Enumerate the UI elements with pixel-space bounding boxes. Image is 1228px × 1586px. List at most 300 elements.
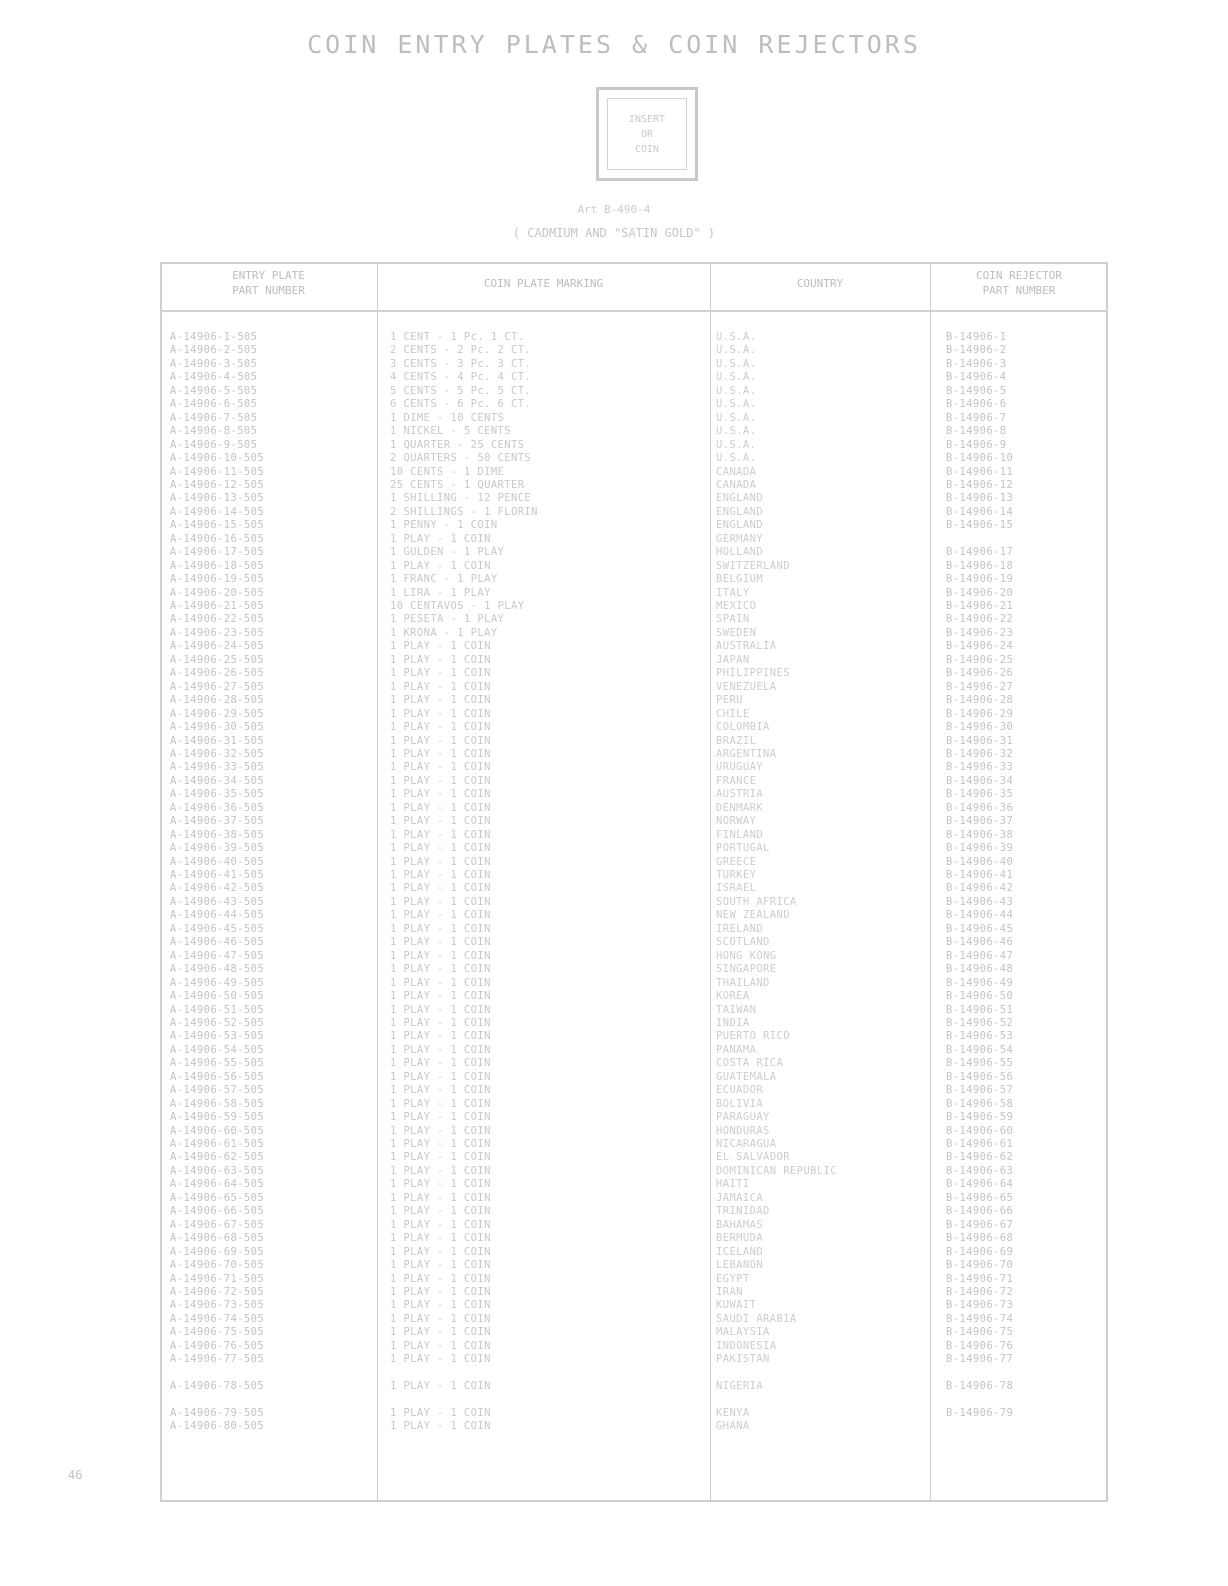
country: INDONESIA [716,1339,777,1352]
entry-plate-part-number: A-14906-63-505 [170,1164,265,1177]
entry-plate-part-number: A-14906-46-505 [170,936,265,949]
coin-rejector-part-number: B-14906-26 [946,667,1014,680]
coin-plate-marking: 1 PLAY - 1 COIN [390,653,491,666]
coin-plate-marking: 1 PENNY - 1 COIN [390,519,498,532]
table-row [0,1083,1228,1097]
country: HOLLAND [716,546,764,559]
coin-rejector-part-number: B-14906-2 [946,344,1007,357]
coin-plate-marking: 1 PLAY - 1 COIN [390,855,491,868]
coin-plate-marking: 2 SHILLINGS - 1 FLORIN [390,505,538,518]
country: TRINIDAD [716,1205,770,1218]
coin-rejector-part-number: B-14906-57 [946,1084,1014,1097]
plate-part-number: Art B-490-4 [577,203,651,216]
coin-rejector-part-number: B-14906-36 [946,801,1014,814]
table-row [0,895,1228,909]
entry-plate-part-number: A-14906-28-505 [170,694,265,707]
coin-plate-marking: 1 PLAY - 1 COIN [390,949,491,962]
country: MEXICO [716,600,757,612]
entry-plate-part-number: A-14906-20-505 [170,586,265,599]
entry-plate-part-number: A-14906-53-505 [170,1030,265,1043]
country: GERMANY [716,532,764,545]
finish-note: ( CADMIUM AND "SATIN GOLD" ) [512,226,716,240]
coin-rejector-part-number: B-14906-25 [946,653,1014,666]
coin-rejector-part-number: B-14906-48 [946,963,1014,976]
coin-rejector-part-number: B-14906-54 [946,1043,1014,1056]
entry-plate-part-number: A-14906-5-505 [170,384,258,397]
entry-plate-part-number: A-14906-35-505 [170,788,265,801]
entry-plate-part-number: A-14906-61-505 [170,1138,265,1150]
header-country [710,276,930,291]
entry-plate-part-number: A-14906-64-505 [170,1178,265,1191]
table-row [0,1137,1228,1151]
entry-plate-part-number: A-14906-3-505 [170,357,258,370]
country: SPAIN [716,613,750,626]
entry-plate-part-number: A-14906-42-505 [170,882,265,895]
entry-plate-part-number: A-14906-27-505 [170,680,265,693]
entry-plate-part-number: A-14906-19-505 [170,573,265,586]
entry-plate-part-number: A-14906-71-505 [170,1272,265,1285]
coin-plate-marking: 1 GULDEN - 1 PLAY [390,546,505,559]
country: U.S.A. [716,438,757,451]
coin-plate-marking: 1 PLAY - 1 COIN [390,963,491,976]
entry-plate-part-number: A-14906-56-505 [170,1070,265,1083]
coin-rejector-part-number: B-14906-74 [946,1312,1014,1325]
entry-plate-part-number: A-14906-77-505 [170,1353,265,1366]
table-row [0,1393,1228,1407]
table-row [0,1366,1228,1380]
table-row [0,922,1228,936]
country: COLOMBIA [716,721,770,734]
entry-plate-part-number: A-14906-21-505 [170,600,265,612]
entry-plate-part-number: A-14906-72-505 [170,1285,265,1298]
coin-rejector-part-number: B-14906-9 [946,438,1007,451]
coin-plate-marking: 1 QUARTER - 25 CENTS [390,438,525,451]
country: HONG KONG [716,949,777,962]
page-title: COIN ENTRY PLATES & COIN REJECTORS [307,30,921,59]
country: U.S.A. [716,344,757,357]
coin-rejector-part-number: B-14906-17 [946,546,1014,559]
coin-plate-marking: 1 PLAY - 1 COIN [390,842,491,855]
header-coin-plate-marking [377,276,710,291]
coin-plate-marking: 1 PLAY - 1 COIN [390,936,491,949]
country: COSTA RICA [716,1057,784,1070]
coin-plate-marking: 1 PLAY - 1 COIN [390,1245,491,1258]
coin-plate-marking: 1 PLAY - 1 COIN [390,990,491,1003]
coin-rejector-part-number: B-14906-60 [946,1124,1014,1137]
table-row [0,1231,1228,1245]
country: NORWAY [716,815,757,828]
entry-plate-part-number: A-14906-17-505 [170,546,265,559]
entry-plate-part-number: A-14906-37-505 [170,815,265,828]
coin-rejector-part-number: B-14906-61 [946,1138,1014,1150]
table-row [0,1245,1228,1259]
coin-plate-marking: 10 CENTAVOS - 1 PLAY [390,600,525,612]
table-row [0,814,1228,828]
country: BAHAMAS [716,1218,764,1231]
table-row [0,1379,1228,1393]
coin-plate-marking: 1 PLAY - 1 COIN [390,1353,491,1366]
coin-plate-marking: 1 PLAY - 1 COIN [390,680,491,693]
country: IRAN [716,1285,743,1298]
country: GHANA [716,1420,750,1433]
coin-rejector-part-number: B-14906-68 [946,1232,1014,1245]
entry-plate-part-number: A-14906-38-505 [170,828,265,841]
coin-rejector-part-number: B-14906-1 [946,331,1007,343]
header-entry-plate-line2: PART NUMBER [232,284,305,297]
entry-plate-part-number: A-14906-13-505 [170,492,265,505]
entry-plate-part-number: A-14906-6-505 [170,398,258,411]
coin-plate-marking: 1 PLAY - 1 COIN [390,909,491,922]
coin-plate-marking: 1 PLAY - 1 COIN [390,1232,491,1245]
coin-plate-marking: 1 PLAY - 1 COIN [390,694,491,707]
country: U.S.A. [716,452,757,465]
table-row [0,693,1228,707]
entry-plate-part-number: A-14906-70-505 [170,1259,265,1272]
country: U.S.A. [716,398,757,411]
country: FINLAND [716,828,764,841]
entry-plate-part-number: A-14906-58-505 [170,1097,265,1110]
coin-rejector-part-number: B-14906-22 [946,613,1014,626]
coin-rejector-part-number: B-14906-47 [946,949,1014,962]
table-row [0,828,1228,842]
country: AUSTRALIA [716,640,777,653]
entry-plate-part-number: A-14906-11-505 [170,465,265,478]
coin-plate-marking: 1 PLAY - 1 COIN [390,1138,491,1150]
entry-plate-part-number: A-14906-30-505 [170,721,265,734]
coin-plate-marking: 1 PLAY - 1 COIN [390,1191,491,1204]
entry-plate-part-number: A-14906-62-505 [170,1151,265,1164]
table-row [0,1325,1228,1339]
coin-plate-marking: 1 PLAY - 1 COIN [390,761,491,774]
country: U.S.A. [716,384,757,397]
entry-plate-part-number: A-14906-36-505 [170,801,265,814]
table-row [0,1204,1228,1218]
coin-rejector-part-number: B-14906-10 [946,452,1014,465]
coin-rejector-part-number: B-14906-6 [946,398,1007,411]
table-row [0,1003,1228,1017]
country: HAITI [716,1178,750,1191]
coin-rejector-part-number: B-14906-15 [946,519,1014,532]
entry-plate-part-number: A-14906-68-505 [170,1232,265,1245]
table-row [0,1097,1228,1111]
country: PERU [716,694,743,707]
table-row [0,438,1228,452]
coin-plate-marking: 1 PLAY - 1 COIN [390,788,491,801]
coin-rejector-part-number: B-14906-7 [946,411,1007,424]
entry-plate-part-number: A-14906-69-505 [170,1245,265,1258]
entry-plate-part-number: A-14906-4-505 [170,371,258,384]
entry-plate-part-number: A-14906-45-505 [170,922,265,935]
coin-plate-marking: 1 PLAY - 1 COIN [390,1259,491,1272]
table-row [0,707,1228,721]
table-row [0,774,1228,788]
coin-rejector-part-number: B-14906-12 [946,478,1014,491]
country: BERMUDA [716,1232,764,1245]
table-row [0,841,1228,855]
country: KENYA [716,1407,750,1419]
coin-rejector-part-number: B-14906-77 [946,1353,1014,1366]
coin-rejector-part-number: B-14906-21 [946,600,1014,612]
country: MALAYSIA [716,1326,770,1339]
table-row [0,411,1228,425]
coin-rejector-part-number: B-14906-37 [946,815,1014,828]
coin-rejector-part-number: B-14906-28 [946,694,1014,707]
table-row [0,680,1228,694]
coin-rejector-part-number: B-14906-72 [946,1285,1014,1298]
coin-plate-marking: 1 KRONA - 1 PLAY [390,626,498,639]
table-row [0,1070,1228,1084]
coin-plate-marking: 6 CENTS - 6 Pc. 6 CT. [390,398,532,411]
header-coin-rejector [930,268,1108,298]
plate-line-1: INSERT [628,113,666,125]
coin-rejector-part-number: B-14906-5 [946,384,1007,397]
entry-plate-part-number: A-14906-79-505 [170,1407,265,1419]
coin-plate-marking: 1 PLAY - 1 COIN [390,1407,491,1419]
coin-rejector-part-number: B-14906-50 [946,990,1014,1003]
coin-rejector-part-number: B-14906-24 [946,640,1014,653]
coin-rejector-part-number: B-14906-40 [946,855,1014,868]
coin-rejector-part-number: B-14906-41 [946,869,1014,881]
coin-rejector-part-number: B-14906-66 [946,1205,1014,1218]
country: EL SALVADOR [716,1151,790,1164]
coin-plate-marking: 25 CENTS - 1 QUARTER [390,478,525,491]
table-row [0,1029,1228,1043]
coin-rejector-part-number: B-14906-34 [946,774,1014,787]
coin-plate-marking: 1 PLAY - 1 COIN [390,532,491,545]
entry-plate-part-number: A-14906-74-505 [170,1312,265,1325]
entry-plate-part-number: A-14906-22-505 [170,613,265,626]
entry-plate-part-number: A-14906-51-505 [170,1003,265,1016]
table-row [0,1258,1228,1272]
country: HONDURAS [716,1124,770,1137]
country: LEBANON [716,1259,764,1272]
coin-plate-marking: 4 CENTS - 4 Pc. 4 CT. [390,371,532,384]
coin-plate-marking: 1 PLAY - 1 COIN [390,1057,491,1070]
entry-plate-part-number: A-14906-59-505 [170,1111,265,1124]
entry-plate-part-number: A-14906-73-505 [170,1299,265,1312]
entry-plate-part-number: A-14906-31-505 [170,734,265,747]
table-row [0,572,1228,586]
table-row [0,357,1228,371]
coin-rejector-part-number: B-14906-14 [946,505,1014,518]
coin-rejector-part-number: B-14906-55 [946,1057,1014,1070]
coin-rejector-part-number: B-14906-70 [946,1259,1014,1272]
country: ECUADOR [716,1084,764,1097]
coin-rejector-part-number: B-14906-58 [946,1097,1014,1110]
coin-plate-marking: 2 CENTS - 2 Pc. 2 CT. [390,344,532,357]
coin-rejector-part-number: B-14906-53 [946,1030,1014,1043]
coin-rejector-part-number: B-14906-23 [946,626,1014,639]
country: SOUTH AFRICA [716,895,797,908]
coin-plate-marking: 1 PLAY - 1 COIN [390,721,491,734]
entry-plate-part-number: A-14906-47-505 [170,949,265,962]
country: CHILE [716,707,750,720]
coin-plate-marking: 1 PLAY - 1 COIN [390,747,491,760]
table-row [0,626,1228,640]
coin-plate-marking: 1 DIME - 10 CENTS [390,411,505,424]
coin-plate-marking: 1 PLAY - 1 COIN [390,1339,491,1352]
coin-plate-marking: 1 PLAY - 1 COIN [390,1030,491,1043]
table-row [0,734,1228,748]
coin-plate-marking: 1 PLAY - 1 COIN [390,774,491,787]
coin-plate-marking: 1 PLAY - 1 COIN [390,1380,491,1393]
country: CANADA [716,465,757,478]
entry-plate-part-number: A-14906-24-505 [170,640,265,653]
table-row [0,760,1228,774]
coin-plate-marking: 1 CENT - 1 Pc. 1 CT. [390,331,525,343]
coin-rejector-part-number: B-14906-30 [946,721,1014,734]
table-row [0,989,1228,1003]
country: BRAZIL [716,734,757,747]
entry-plate-part-number: A-14906-39-505 [170,842,265,855]
coin-plate-marking: 1 PLAY - 1 COIN [390,922,491,935]
coin-rejector-part-number: B-14906-64 [946,1178,1014,1191]
coin-plate-marking: 1 PLAY - 1 COIN [390,815,491,828]
country: SWEDEN [716,626,757,639]
entry-plate-part-number: A-14906-52-505 [170,1016,265,1029]
country: U.S.A. [716,411,757,424]
coin-rejector-part-number: B-14906-69 [946,1245,1014,1258]
header-country-line1: COUNTRY [796,277,844,290]
country: SINGAPORE [716,963,777,976]
coin-rejector-part-number: B-14906-46 [946,936,1014,949]
country: EGYPT [716,1272,750,1285]
table-row [0,518,1228,532]
country: ENGLAND [716,519,764,532]
coin-plate-marking: 1 PLAY - 1 COIN [390,895,491,908]
country: IRELAND [716,922,764,935]
entry-plate-part-number: A-14906-50-505 [170,990,265,1003]
country: JAPAN [716,653,750,666]
coin-plate-marking: 1 FRANC - 1 PLAY [390,573,498,586]
coin-plate-marking: 1 PLAY - 1 COIN [390,1097,491,1110]
coin-rejector-part-number: B-14906-35 [946,788,1014,801]
entry-plate-part-number: A-14906-2-505 [170,344,258,357]
coin-plate-marking: 1 PLAY - 1 COIN [390,707,491,720]
country: ENGLAND [716,492,764,505]
coin-rejector-part-number: B-14906-31 [946,734,1014,747]
table-row [0,343,1228,357]
entry-plate-part-number: A-14906-15-505 [170,519,265,532]
coin-plate-marking: 1 PLAY - 1 COIN [390,801,491,814]
table-row [0,599,1228,613]
table-row [0,491,1228,505]
coin-plate-marking: 1 PLAY - 1 COIN [390,1326,491,1339]
country: CANADA [716,478,757,491]
coin-plate-marking: 1 PLAY - 1 COIN [390,640,491,653]
entry-plate-part-number: A-14906-57-505 [170,1084,265,1097]
entry-plate-part-number: A-14906-78-505 [170,1380,265,1393]
entry-plate-part-number: A-14906-40-505 [170,855,265,868]
country: PAKISTAN [716,1353,770,1366]
country: U.S.A. [716,425,757,438]
coin-rejector-part-number: B-14906-51 [946,1003,1014,1016]
country: PHILIPPINES [716,667,790,680]
coin-plate-marking: 1 LIRA - 1 PLAY [390,586,491,599]
coin-plate-marking: 1 PLAY - 1 COIN [390,828,491,841]
coin-rejector-part-number: B-14906-4 [946,371,1007,384]
coin-rejector-part-number: B-14906-19 [946,573,1014,586]
country: PORTUGAL [716,842,770,855]
coin-plate-marking: 1 PLAY - 1 COIN [390,1312,491,1325]
country: ENGLAND [716,505,764,518]
header-entry-plate [160,268,377,298]
table-row [0,1016,1228,1030]
entry-plate-part-number: A-14906-18-505 [170,559,265,572]
header-entry-plate-line1: ENTRY PLATE [232,269,305,282]
entry-plate-part-number: A-14906-1-505 [170,331,258,343]
country: NICARAGUA [716,1138,777,1150]
country: NEW ZEALAND [716,909,790,922]
coin-plate-marking: 1 PLAY - 1 COIN [390,976,491,989]
country: VENEZUELA [716,680,777,693]
table-row [0,1272,1228,1286]
coin-rejector-part-number: B-14906-43 [946,895,1014,908]
plate-line-3: COIN [634,143,660,155]
coin-plate-marking: 1 PLAY - 1 COIN [390,1070,491,1083]
coin-rejector-part-number: B-14906-59 [946,1111,1014,1124]
entry-plate-part-number: A-14906-48-505 [170,963,265,976]
coin-plate-marking: 1 PLAY - 1 COIN [390,1016,491,1029]
coin-plate-marking: 1 PLAY - 1 COIN [390,667,491,680]
table-row [0,532,1228,546]
entry-plate-part-number: A-14906-26-505 [170,667,265,680]
entry-plate-part-number: A-14906-29-505 [170,707,265,720]
table-row [0,370,1228,384]
coin-rejector-part-number: B-14906-65 [946,1191,1014,1204]
table-row [0,586,1228,600]
coin-plate-marking: 1 PLAY - 1 COIN [390,1003,491,1016]
coin-rejector-part-number: B-14906-3 [946,357,1007,370]
coin-rejector-part-number: B-14906-42 [946,882,1014,895]
coin-plate-marking: 2 QUARTERS - 50 CENTS [390,452,532,465]
entry-plate-part-number: A-14906-80-505 [170,1420,265,1433]
coin-plate-marking: 1 PLAY - 1 COIN [390,869,491,881]
country: BELGIUM [716,573,764,586]
entry-plate-part-number: A-14906-67-505 [170,1218,265,1231]
coin-plate-marking: 5 CENTS - 5 Pc. 5 CT. [390,384,532,397]
entry-plate-part-number: A-14906-33-505 [170,761,265,774]
table-row [0,465,1228,479]
coin-rejector-part-number: B-14906-56 [946,1070,1014,1083]
coin-rejector-part-number: B-14906-73 [946,1299,1014,1312]
coin-plate-marking: 1 PESETA - 1 PLAY [390,613,505,626]
coin-rejector-part-number: B-14906-39 [946,842,1014,855]
country: THAILAND [716,976,770,989]
entry-plate-part-number: A-14906-55-505 [170,1057,265,1070]
header-coin-rejector-line2: PART NUMBER [982,284,1056,297]
table-row [0,962,1228,976]
table-row [0,1285,1228,1299]
coin-rejector-part-number: B-14906-63 [946,1164,1014,1177]
table-row [0,451,1228,465]
header-coin-plate-marking-line1: COIN PLATE MARKING [483,277,604,290]
table-row [0,720,1228,734]
table-row [0,801,1228,815]
table-row [0,1164,1228,1178]
country: DOMINICAN REPUBLIC [716,1164,837,1177]
coin-plate-marking: 1 PLAY - 1 COIN [390,1205,491,1218]
table-row [0,639,1228,653]
table-row [0,384,1228,398]
table-row [0,1406,1228,1420]
country: SWITZERLAND [716,559,790,572]
table-row [0,1177,1228,1191]
entry-plate-part-number: A-14906-44-505 [170,909,265,922]
country: U.S.A. [716,331,757,343]
country: SAUDI ARABIA [716,1312,797,1325]
country: AUSTRIA [716,788,764,801]
